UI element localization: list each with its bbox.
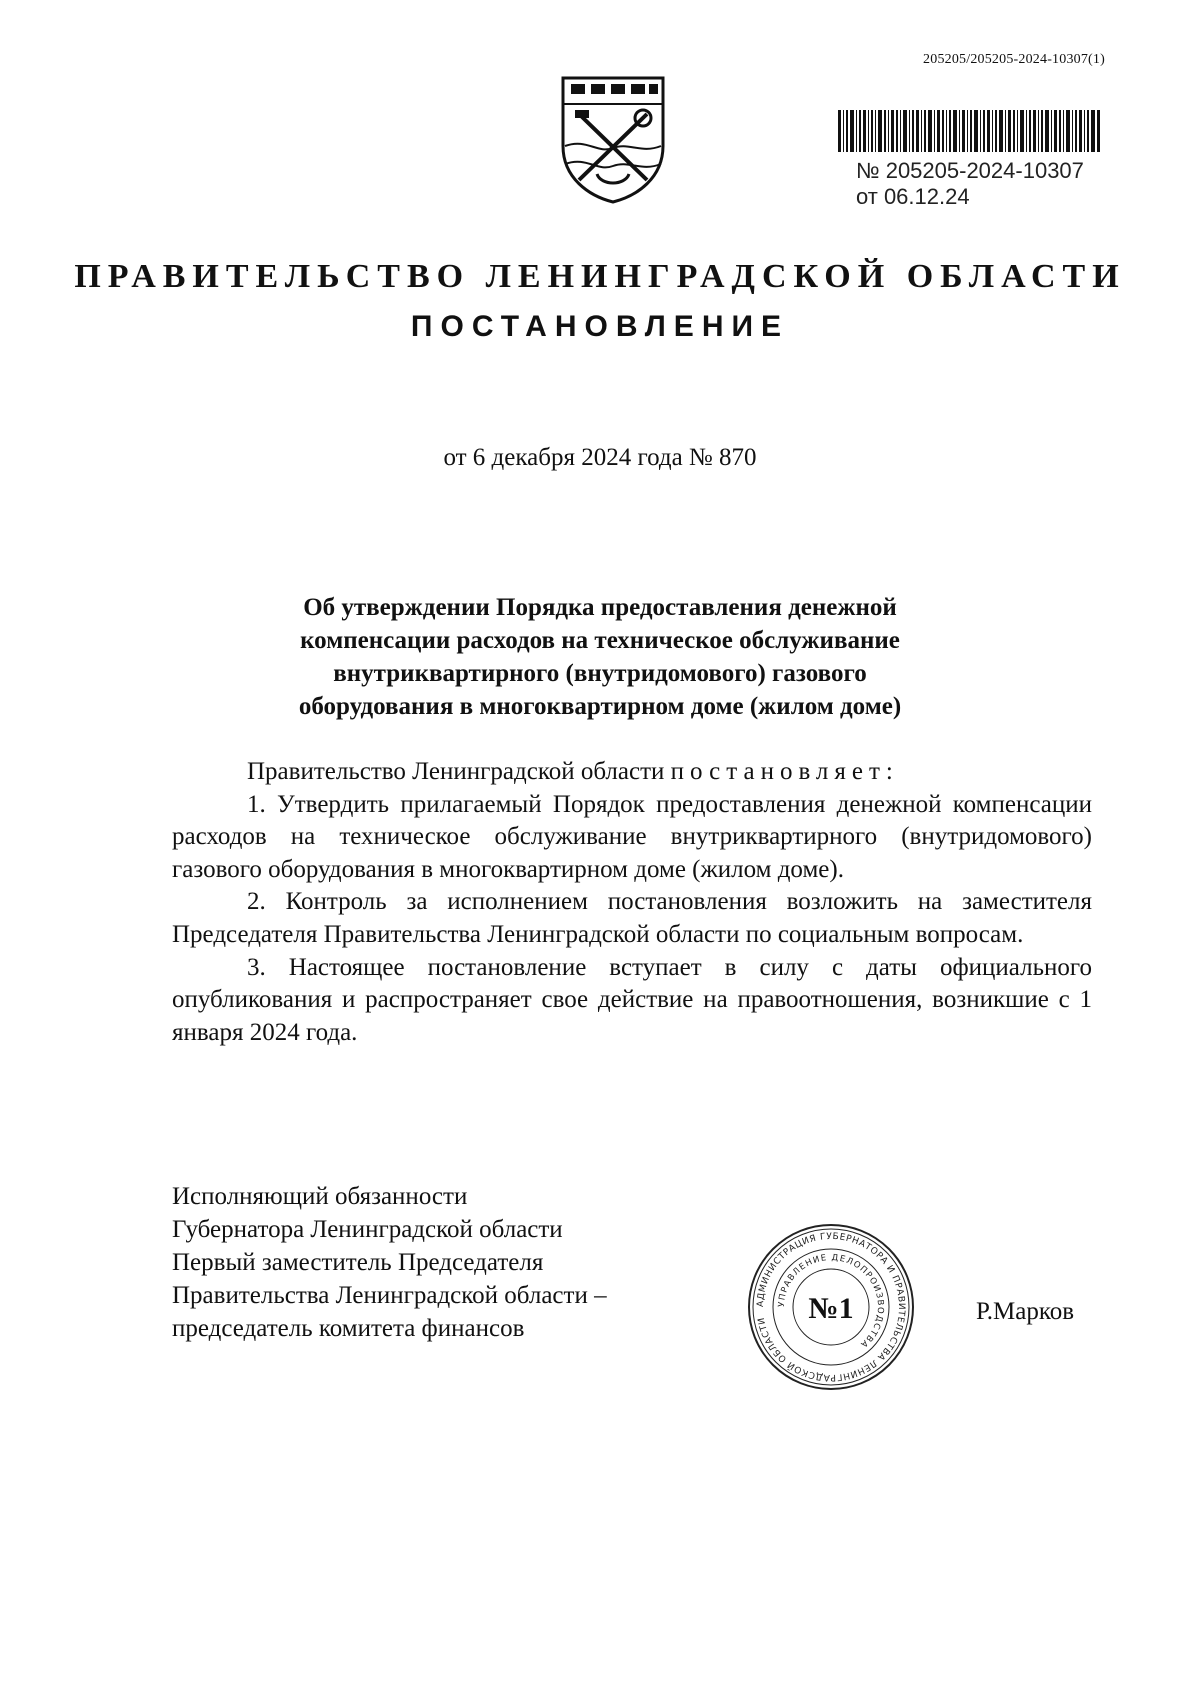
role-line: председатель комитета финансов: [172, 1315, 525, 1342]
role-line: Исполняющий обязанности: [172, 1183, 468, 1210]
registration-date: от 06.12.24: [856, 184, 970, 209]
document-body: [172, 756, 1092, 1049]
leningrad-oblast-coat-of-arms-icon: [557, 74, 669, 206]
official-seal-stamp: [746, 1222, 916, 1392]
document-type: ПОСТАНОВЛЕНИЕ: [410, 310, 790, 343]
seal-number: №1: [808, 1292, 854, 1325]
subject-line: компенсации расходов на техническое обслуживание: [300, 627, 900, 654]
preamble: [172, 756, 1092, 789]
seal-ring-text: АДМИНИСТРАЦИЯ ГУБЕРНАТОРА И ПРАВИТЕЛЬСТВА ЛЕНИНГРАДСКОЙ ОБЛАСТИ: [755, 1231, 907, 1383]
document-subject: [200, 591, 1000, 723]
role-line: Первый заместитель Председателя: [172, 1249, 544, 1276]
signer-name: Р.Марков: [976, 1298, 1075, 1325]
registration-block: [856, 158, 1084, 210]
subject-line: оборудования в многоквартирном доме (жилом доме): [298, 693, 902, 720]
reference-code: 205205/205205-2024-10307(1): [923, 52, 1105, 67]
authority-title: ПРАВИТЕЛЬСТВО ЛЕНИНГРАДСКОЙ ОБЛАСТИ: [74, 258, 1126, 295]
role-line: Правительства Ленинградской области –: [172, 1282, 607, 1309]
role-line: Губернатора Ленинградской области: [172, 1216, 563, 1243]
signatory-role: [172, 1180, 607, 1345]
subject-line: Об утверждении Порядка предоставления денежной: [303, 594, 897, 621]
seal-inner-text: УПРАВЛЕНИЕ ДЕЛОПРОИЗВОДСТВА: [776, 1252, 886, 1350]
clause-3: 3. Настоящее постановление вступает в силу с даты официального опубликования и распространяет свое действие на правоотношения, возникшие с 1 января 2024 года.: [172, 953, 1092, 1046]
preamble-lead: Правительство Ленинградской области: [247, 758, 665, 785]
subject-line: внутриквартирного (внутридомового) газового: [333, 660, 867, 687]
clause-1: 1. Утвердить прилагаемый Порядок предоставления денежной компенсации расходов на техническое обслуживание внутриквартирного (внутридомового) газового оборудования в многоквартирном доме (жилом доме).: [172, 790, 1092, 883]
registration-number: № 205205-2024-10307: [856, 158, 1084, 183]
barcode-icon: [838, 110, 1100, 152]
preamble-verb: постановляет:: [670, 758, 899, 785]
document-date-number: от 6 декабря 2024 года № 870: [443, 444, 757, 471]
clause-2: 2. Контроль за исполнением постановления возложить на заместителя Председателя Правительства Ленинградской области по социальным вопросам.: [172, 888, 1092, 948]
